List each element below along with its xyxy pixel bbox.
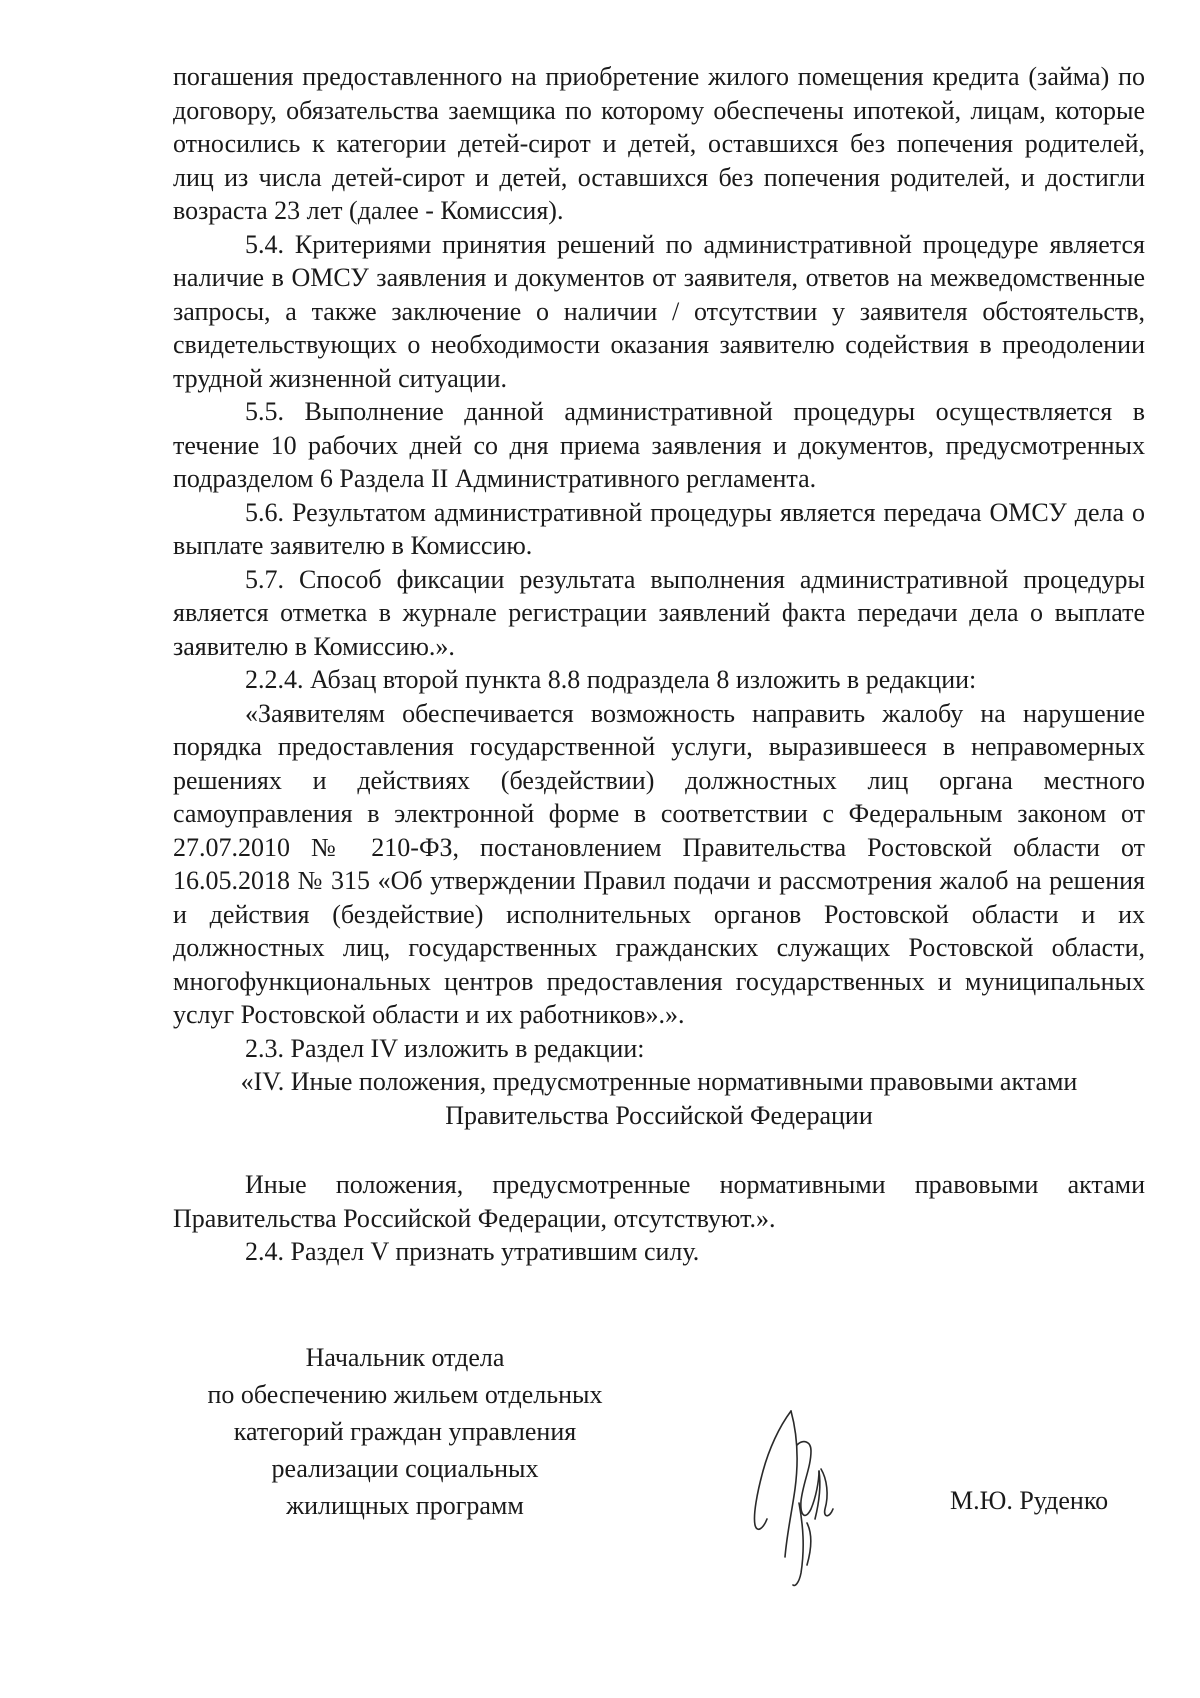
- handwritten-signature-icon: [745, 1405, 860, 1590]
- paragraph-2-2-4: 2.2.4. Абзац второй пункта 8.8 подраздела 8 изложить в редакции:: [245, 665, 977, 694]
- paragraph-2-3: 2.3. Раздел IV изложить в редакции:: [245, 1033, 645, 1063]
- position-line-1: Начальник отдела: [305, 1343, 505, 1372]
- position-line-2: по обеспечению жильем отдельных: [207, 1380, 603, 1409]
- paragraph-5-7: 5.7. Способ фиксации результата выполнения административной процедуры является отметка в журнале регистрации заявлений факта передачи дела о выплате заявителю в Комиссию.».: [173, 564, 1145, 661]
- position-line-4: реализации социальных: [271, 1454, 539, 1483]
- spacer: [173, 1132, 1145, 1168]
- paragraph-2-4: 2.4. Раздел V признать утратившим силу.: [245, 1237, 700, 1266]
- paragraph-complaint-quote: «Заявителям обеспечивается возможность направить жалобу на нарушение порядка предоставления государственной услуги, выразившееся в неправомерных решениях и действиях (бездействии) должностных лиц органа местного самоуправления в электронной форме в соответствии с Федеральным законом от 27.07.2010 № 210-ФЗ, постановлением Правительства Ростовской области от 16.05.2018 № 315 «Об утверждении Правил подачи и рассмотрения жалоб на решения и действия (бездействие) исполнительных органов Ростовской области и их должностных лиц, государственных гражданских служащих Ростовской области, многофункциональных центров предоставления государственных и муниципальных услуг Ростовской области и их работников».».: [173, 698, 1145, 1029]
- section-heading-line-1: «IV. Иные положения, предусмотренные нормативными правовыми актами: [240, 1067, 1078, 1096]
- paragraph-5-6: 5.6. Результатом административной процедуры является передача ОМСУ дела о выплате заявителю в Комиссию.: [173, 497, 1145, 560]
- section-heading-line-2: Правительства Российской Федерации: [445, 1100, 873, 1130]
- paragraph-5-4: 5.4. Критериями принятия решений по административной процедуре является наличие в ОМСУ заявления и документов от заявителя, ответов на межведомственные запросы, а также заключение о наличии / отсутствии у заявителя обстоятельств, свидетельствующих о необходимости оказания заявителю содействия в преодолении трудной жизненной ситуации.: [173, 229, 1145, 393]
- signatory-position: [175, 1339, 635, 1524]
- paragraph-section-iv-body: Иные положения, предусмотренные нормативными правовыми актами Правительства Российской Федерации, отсутствуют.».: [173, 1170, 1145, 1233]
- paragraph-intro-continuation: погашения предоставленного на приобретение жилого помещения кредита (займа) по договору, обязательства заемщика по которому обеспечены ипотекой, лицам, которые относились к категории детей-сирот и детей, оставшихся без попечения родителей, лиц из числа детей-сирот и детей, оставшихся без попечения родителей, и достигли возраста 23 лет (далее - Комиссия).: [173, 62, 1145, 225]
- document-body: [173, 60, 1145, 1269]
- position-line-3: категорий граждан управления: [233, 1417, 577, 1446]
- signer-name: М.Ю. Руденко: [950, 1486, 1109, 1515]
- position-line-5: жилищных программ: [286, 1491, 524, 1520]
- paragraph-5-5: 5.5. Выполнение данной административной процедуры осуществляется в течение 10 рабочих дней со дня приема заявления и документов, предусмотренных подразделом 6 Раздела II Административного регламента.: [173, 397, 1145, 493]
